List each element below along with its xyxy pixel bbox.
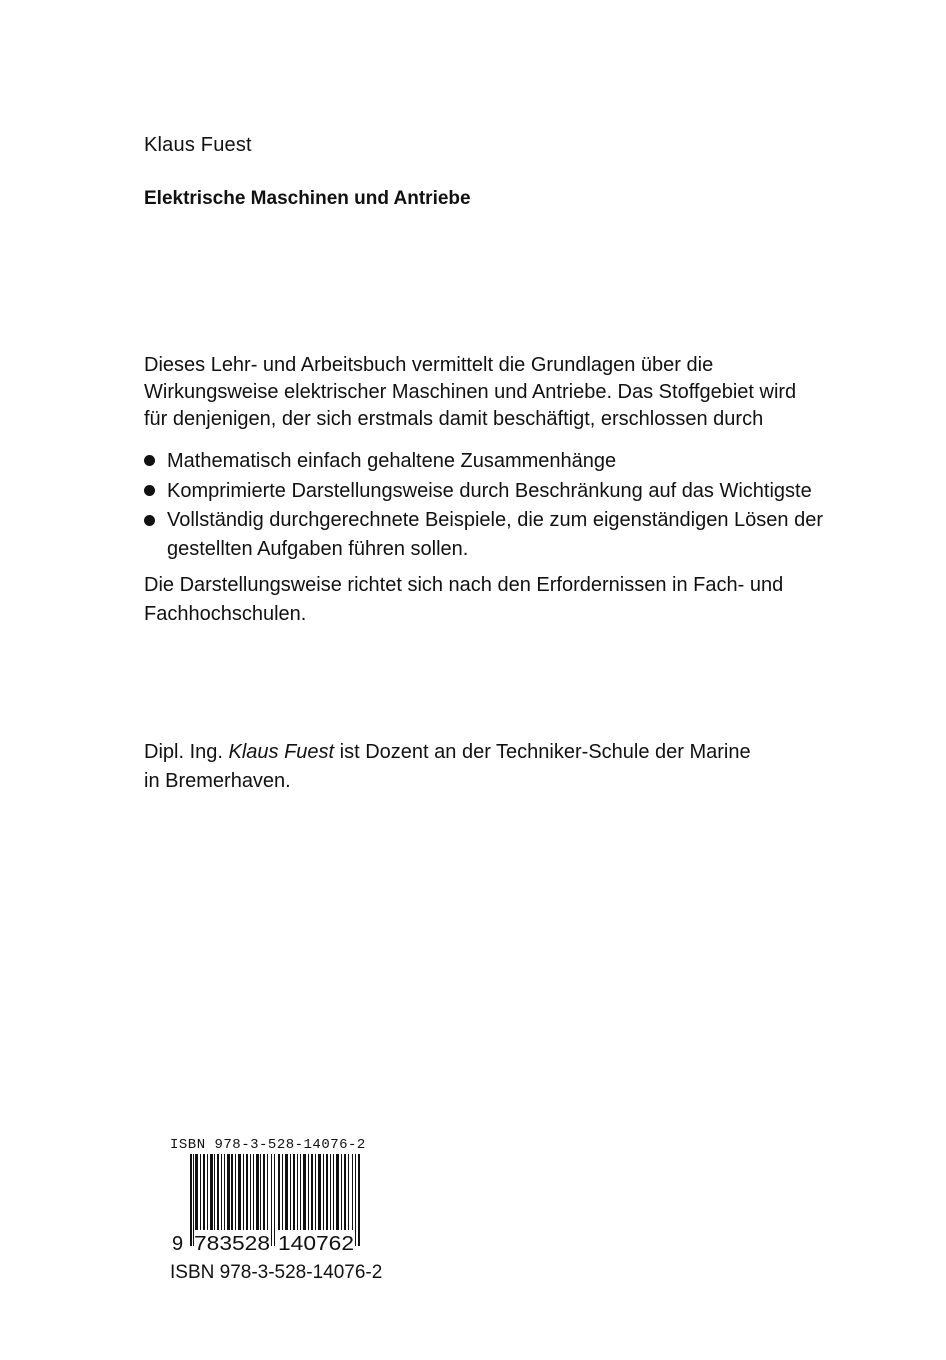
barcode-bar [227, 1154, 230, 1230]
barcode-bar [278, 1154, 280, 1230]
barcode-bar [238, 1154, 241, 1230]
description-line: Wirkungsweise elektrischer Maschinen und Antriebe. Das Stoffgebiet wird [144, 381, 797, 403]
feature-text-continued: gestellten Aufgaben führen sollen. [167, 538, 469, 560]
barcode-bar [323, 1154, 324, 1230]
barcode-bar [210, 1154, 213, 1230]
barcode-bar [256, 1154, 259, 1230]
bullet-dot-icon [144, 455, 155, 466]
author-name: Klaus Fuest [144, 134, 252, 156]
feature-text: Vollständig durchgerechnete Beispiele, die zum eigenständigen Lösen der [167, 509, 824, 531]
barcode-bar [341, 1154, 342, 1230]
barcode-bar [195, 1154, 198, 1230]
feature-item [144, 476, 864, 506]
bullet-dot-icon [144, 515, 155, 526]
description-line: für denjenigen, der sich erstmals damit beschäftigt, erschlossen durch [144, 408, 764, 430]
barcode-bar [271, 1154, 272, 1246]
barcode-bar [358, 1154, 360, 1246]
barcode-bar [250, 1154, 251, 1230]
barcode-bar [282, 1154, 283, 1230]
barcode-bar [318, 1154, 321, 1230]
barcode-first-digit: 9 [172, 1233, 184, 1254]
book-title: Elektrische Maschinen und Antriebe [144, 188, 471, 209]
barcode-bar [246, 1154, 248, 1230]
barcode-bar [285, 1154, 288, 1230]
barcode-bar [300, 1154, 301, 1230]
barcode-bar [207, 1154, 208, 1230]
feature-text: Mathematisch einfach gehaltene Zusammenhänge [167, 450, 617, 472]
barcode-bar [297, 1154, 298, 1230]
barcode-bar [267, 1154, 268, 1230]
barcode-bar [260, 1154, 261, 1230]
barcode-bar [221, 1154, 222, 1230]
barcode-bar [290, 1154, 291, 1230]
description [144, 352, 844, 433]
bullet-dot-icon [144, 485, 155, 496]
barcode-bar [214, 1154, 215, 1230]
bio-location: in Bremerhaven. [144, 770, 291, 792]
barcode-bar [315, 1154, 316, 1230]
closing-line: Fachhochschulen. [144, 603, 307, 625]
bio-degree: Dipl. Ing. [144, 741, 223, 763]
barcode-bar [231, 1154, 233, 1230]
barcode-right-digits: 140762 [278, 1233, 354, 1254]
barcode-bar [274, 1154, 275, 1246]
isbn-top-label: ISBN 978-3-528-14076-2 [170, 1137, 366, 1153]
feature-text: Komprimierte Darstellungsweise durch Beschränkung auf das Wichtigste [167, 480, 812, 502]
bio-text: ist Dozent an der Techniker-Schule der Marine [339, 741, 751, 763]
barcode-bar [330, 1154, 331, 1230]
barcode-bar [253, 1154, 254, 1230]
barcode-bar [352, 1154, 353, 1230]
closing-paragraph [144, 571, 844, 629]
feature-list [144, 446, 864, 564]
barcode-bar [293, 1154, 295, 1230]
isbn-barcode [168, 1154, 368, 1254]
barcode-bar [344, 1154, 346, 1230]
closing-line: Die Darstellungsweise richtet sich nach den Erfordernissen in Fach- und [144, 574, 784, 596]
barcode-bar [333, 1154, 334, 1230]
barcode-bar [326, 1154, 328, 1230]
author-bio [144, 738, 844, 796]
barcode-bar [217, 1154, 219, 1230]
barcode-bar [190, 1154, 192, 1246]
barcode-bar [203, 1154, 205, 1230]
barcode-bar [348, 1154, 349, 1230]
description-line: Dieses Lehr- und Arbeitsbuch vermittelt die Grundlagen über die [144, 354, 714, 376]
barcode-bar [303, 1154, 306, 1230]
barcode-bar [336, 1154, 339, 1230]
feature-item [144, 446, 864, 476]
isbn-bottom-label: ISBN 978-3-528-14076-2 [170, 1262, 383, 1283]
barcode-bar [243, 1154, 244, 1230]
barcode-bar [263, 1154, 265, 1230]
barcode-left-digits: 783528 [194, 1233, 270, 1254]
feature-item [144, 506, 864, 564]
barcode-bar [235, 1154, 236, 1230]
bio-name: Klaus Fuest [228, 741, 335, 763]
barcode-bar [308, 1154, 309, 1230]
barcode-bar [200, 1154, 201, 1230]
barcode-bar [224, 1154, 225, 1230]
barcode-bar [311, 1154, 313, 1230]
barcode-bar [355, 1154, 356, 1246]
